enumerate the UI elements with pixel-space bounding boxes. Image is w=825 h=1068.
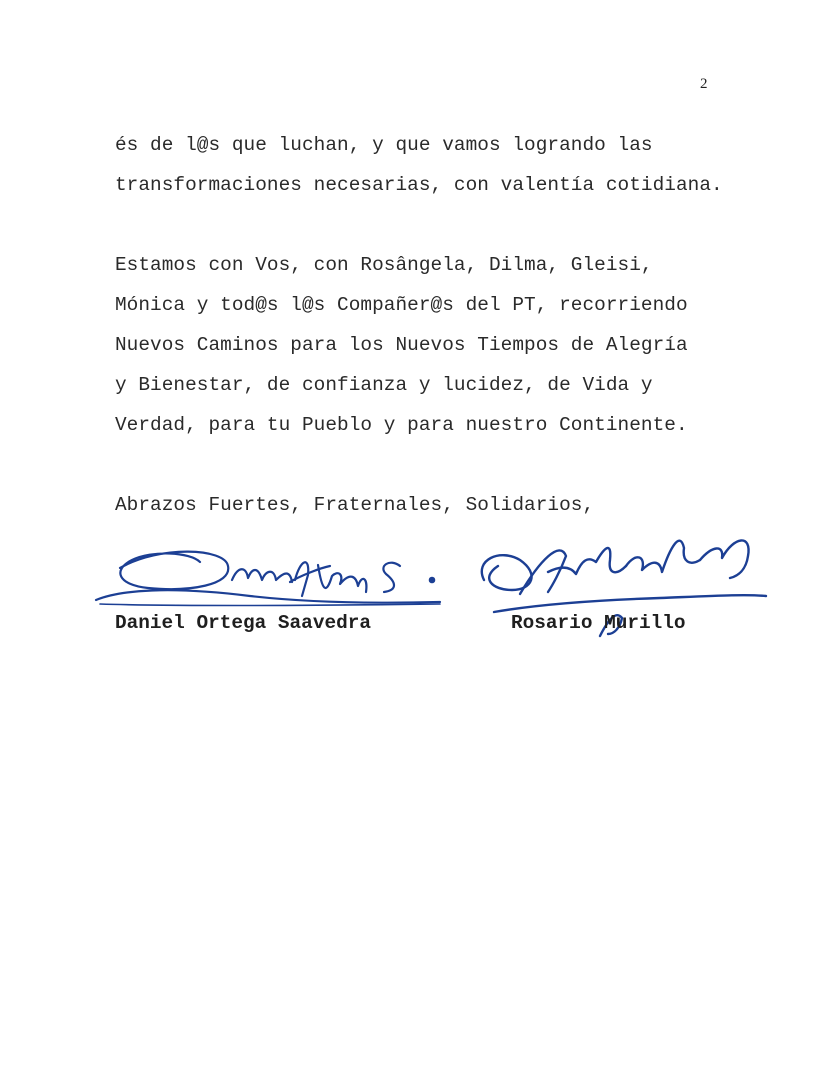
signer-name-left: Daniel Ortega Saavedra <box>115 612 371 634</box>
handwritten-signatures <box>0 515 825 625</box>
text-line: Estamos con Vos, con Rosângela, Dilma, Gleisi, <box>115 254 653 276</box>
text-line: y Bienestar, de confianza y lucidez, de Vida y <box>115 374 653 396</box>
text-line: Verdad, para tu Pueblo y para nuestro Continente. <box>115 414 688 436</box>
text-line: és de l@s que luchan, y que vamos logrando las <box>115 134 653 156</box>
paragraph-solidarity <box>115 245 725 445</box>
text-line: transformaciones necesarias, con valentía cotidiana. <box>115 174 723 196</box>
paragraph-continuation <box>115 125 725 205</box>
text-line: Abrazos Fuertes, Fraternales, Solidarios, <box>115 494 595 516</box>
text-line: Nuevos Caminos para los Nuevos Tiempos de Alegría <box>115 334 688 356</box>
signer-name-right: Rosario Murillo <box>511 612 686 634</box>
page-number: 2 <box>700 76 708 92</box>
signature-left-drawing <box>96 552 440 606</box>
text-line: Mónica y tod@s l@s Compañer@s del PT, recorriendo <box>115 294 688 316</box>
